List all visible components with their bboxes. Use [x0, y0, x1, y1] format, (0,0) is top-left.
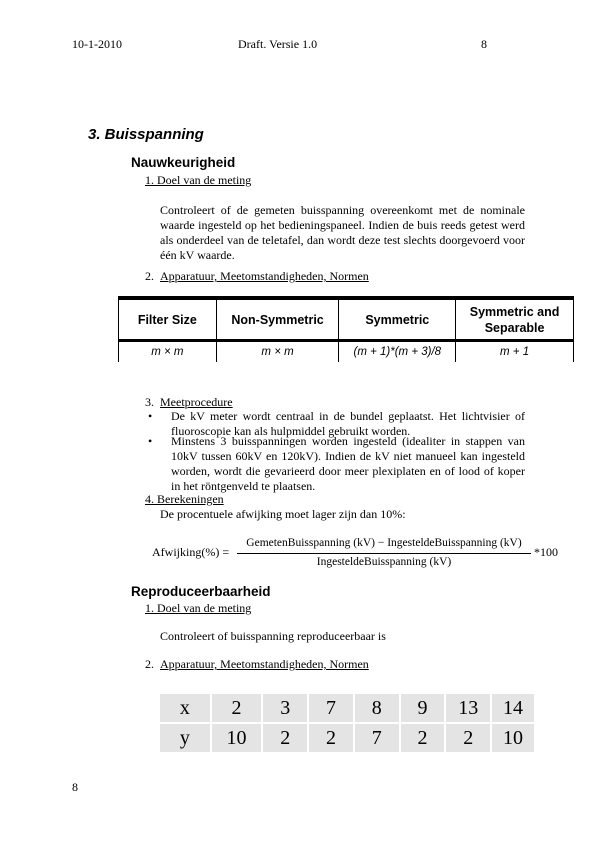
item3-title: Meetprocedure: [160, 395, 233, 409]
subsection-heading-nauwkeurigheid: Nauwkeurigheid: [131, 155, 236, 170]
xy-cell: 7: [354, 723, 400, 753]
xy-cell: 13: [445, 693, 491, 723]
xy-table: [158, 681, 536, 758]
formula-denominator: IngesteldeBuisspanning (kV): [316, 556, 452, 568]
xy-cell: 2: [308, 723, 354, 753]
bullet-item: De kV meter wordt centraal in de bundel geplaatst. Het lichtvisier of fluoroscopie kan als hulpmiddel gebruikt worden.: [171, 409, 525, 438]
item2-number: 2.: [145, 269, 154, 283]
xy-row-label-x: x: [159, 693, 211, 723]
header-title: Draft. Versie 1.0: [238, 37, 318, 51]
filter-header-2: Symmetric: [339, 300, 456, 339]
filter-cell-3: m + 1: [456, 342, 574, 362]
filter-header-1: Non-Symmetric: [216, 300, 339, 339]
xy-cell: 10: [491, 723, 535, 753]
fraction-bar: [237, 553, 531, 554]
repro-item1-title: 1. Doel van de meting: [145, 601, 252, 615]
formula-lhs: Afwijking(%) =: [152, 545, 230, 559]
filter-cell-1: m × m: [216, 342, 339, 362]
header-page-number: 8: [481, 37, 487, 51]
xy-cell: 14: [491, 693, 535, 723]
xy-cell: 3: [262, 693, 308, 723]
item1-title: 1. Doel van de meting: [145, 173, 252, 187]
header-date: 10-1-2010: [72, 37, 122, 51]
bullet-icon: •: [148, 434, 153, 448]
xy-cell: 2: [400, 723, 446, 753]
xy-cell: 9: [400, 693, 446, 723]
filter-table-grid: [118, 300, 574, 362]
xy-table-grid: [158, 692, 536, 754]
repro-item2-title: Apparatuur, Meetomstandigheden, Normen: [160, 657, 369, 671]
xy-cell: 7: [308, 693, 354, 723]
filter-cell-2: (m + 1)*(m + 3)/8: [339, 342, 456, 362]
formula-fraction: [237, 536, 531, 570]
subsection-heading-reproduceerbaarheid: Reproduceerbaarheid: [131, 584, 271, 599]
formula-rhs: *100: [534, 545, 558, 559]
xy-cell: 2: [211, 693, 263, 723]
item4-title: 4. Berekeningen: [145, 492, 224, 506]
filter-header-0: Filter Size: [119, 300, 217, 339]
item1-text: Controleert of de gemeten buisspanning overeenkomt met de nominale waarde ingesteld op het bedieningspaneel. Indien de buis reeds getest werd als onderdeel van de teletafel, dan wordt deze test slechts doorgevoerd voor één kV waarde.: [160, 203, 525, 262]
xy-cell: 8: [354, 693, 400, 723]
bullet-icon: •: [148, 409, 153, 423]
xy-row-label-y: y: [159, 723, 211, 753]
footer-page-number: 8: [72, 780, 78, 794]
xy-cell: 10: [211, 723, 263, 753]
filter-cell-0: m × m: [119, 342, 217, 362]
item4-text: De procentuele afwijking moet lager zijn dan 10%:: [160, 507, 406, 521]
section-heading: 3. Buisspanning: [88, 126, 204, 143]
filter-size-table: [118, 296, 574, 364]
repro-item2-number: 2.: [145, 657, 154, 671]
item3-number: 3.: [145, 395, 154, 409]
item2-title: Apparatuur, Meetomstandigheden, Normen: [160, 269, 369, 283]
bullet-item: Minstens 3 buisspanningen worden ingesteld (idealiter in stappen van 10kV tussen 60kV en 120kV). Indien de kV niet manueel kan ingesteld worden, wordt die gevarieerd door meer plexiplaten en of lood of koper in het röntgenveld te plaatsen.: [171, 434, 525, 493]
formula-numerator: GemetenBuisspanning (kV) − IngesteldeBuisspanning (kV): [246, 537, 522, 549]
xy-cell: 2: [262, 723, 308, 753]
filter-header-3: Symmetric and Separable: [456, 300, 574, 339]
xy-cell: 2: [445, 723, 491, 753]
repro-item1-text: Controleert of buisspanning reproduceerbaar is: [160, 629, 386, 643]
